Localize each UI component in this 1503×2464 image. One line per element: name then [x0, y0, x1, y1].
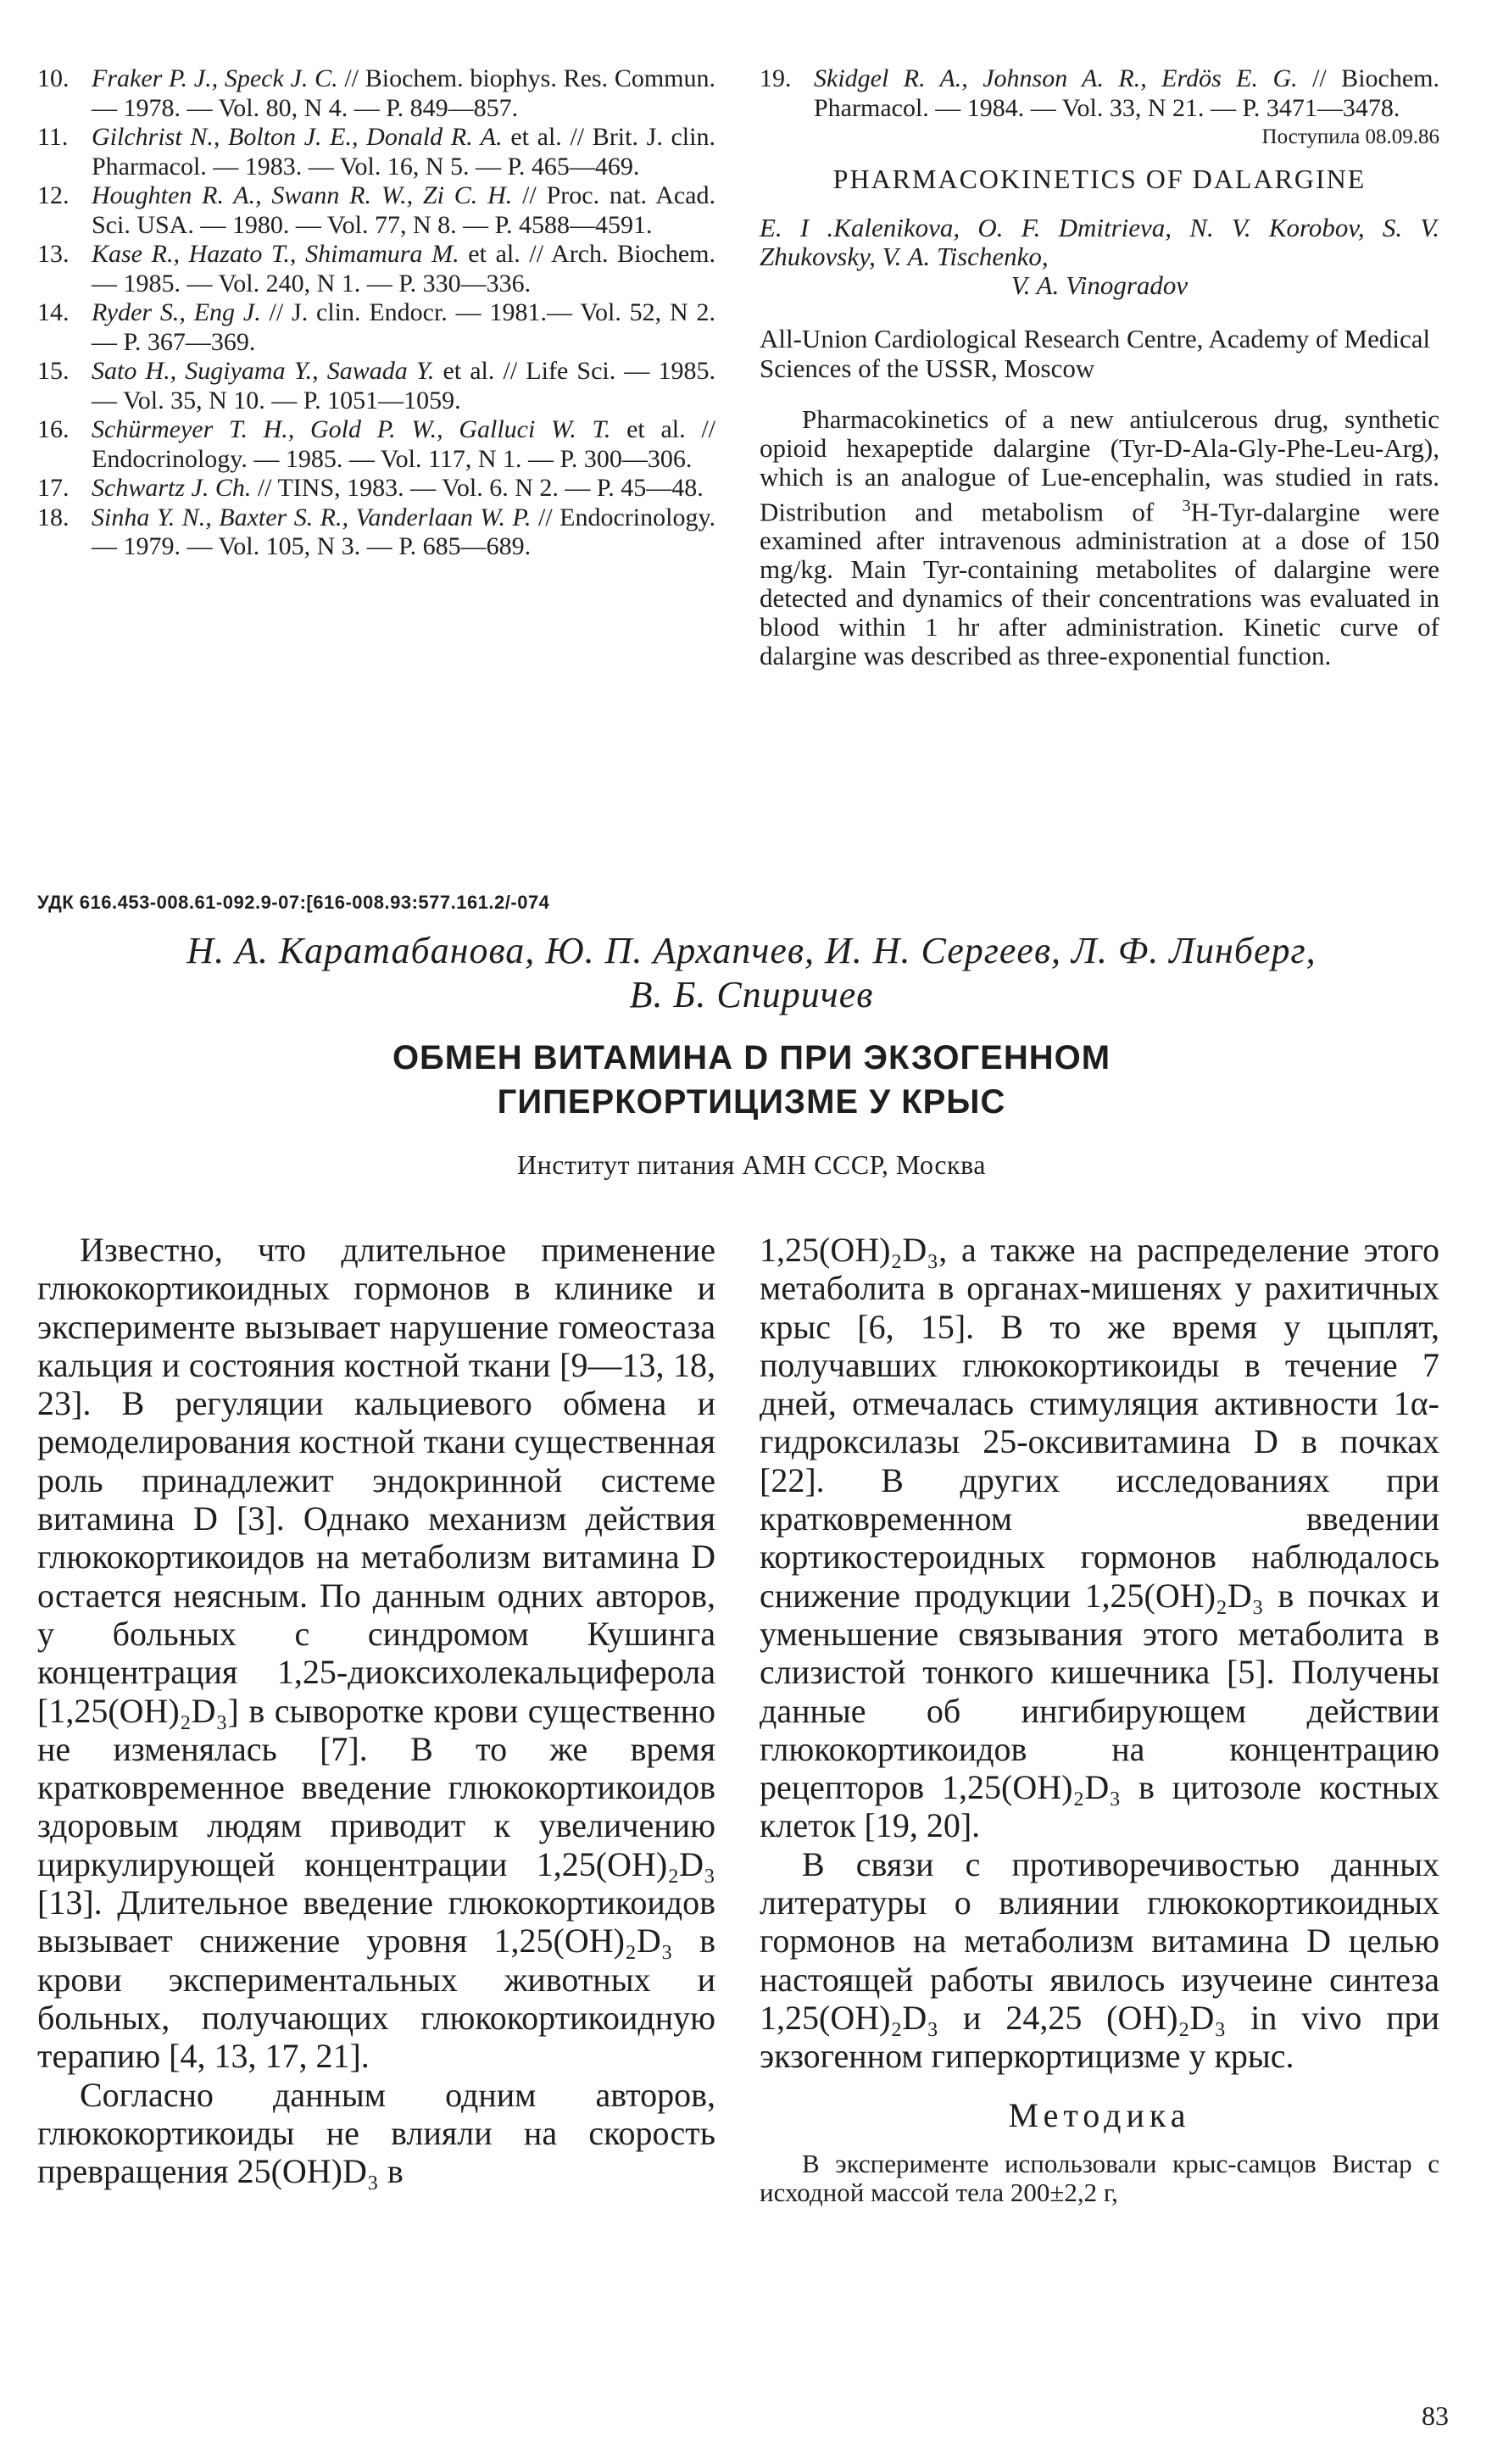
reference-item: 16. Schürmeyer T. H., Gold P. W., Galluci W. T. et al. // Endocrinology. — 1985. — Vol. 117, N 1. — P. 300—306. — [37, 415, 715, 473]
article-title: ОБМЕН ВИТАМИНА D ПРИ ЭКЗОГЕННОМ ГИПЕРКОРТИЦИЗМЕ У КРЫС — [392, 1039, 1111, 1121]
references-left — [37, 64, 715, 562]
methods-paragraph: В эксперименте использовали крыс-самцов Вистар с исходной массой тела 200±2,2 г, — [760, 2148, 1439, 2207]
body-right-column — [760, 1231, 1439, 2207]
references-right — [760, 64, 1439, 670]
paragraph: Известно, что длительное применение глюкокортикоидных гормонов в клинике и эксперименте вызывает нарушение гомеостаза кальция и состояния костной ткани [9—13, 18, 23]. В регуляции кальциевого обмена и ремоделирования костной ткани существенная роль принадлежит эндокринной системе витамина D [3]. Однако механизм действия глюкокортикоидов на метаболизм витамина D остается неясным. По данным одних авторов, у больных с синдромом Кушинга концентрация 1,25-диоксихолекальциферола [1,25(OH)₂D₃] в сыворотке крови существенно не изменялась [7]. В то же время кратковременное введение глюкокортикоидов здоровым людям приводит к увеличению циркулирующей концентрации 1,25(OH)₂D₃ [13]. Длительное введение глюкокортикоидов вызывает снижение уровня 1,25(OH)₂D₃ в крови экспериментальных животных и больных, получающих глюкокортикоидную терапию [4, 13, 17, 21]. — [37, 1231, 715, 2076]
russian-affiliation: Институт питания АМН СССР, Москва — [517, 1149, 986, 1180]
reference-item: 18. Sinha Y. N., Baxter S. R., Vanderlaan W. P. // Endocrinology. — 1979. — Vol. 105, N 3. — P. 685—689. — [37, 503, 715, 560]
reference-item: 11. Gilchrist N., Bolton J. E., Donald R. A. et al. // Brit. J. clin. Pharmacol. — 1983. — Vol. 16, N 5. — P. 465—469. — [37, 123, 715, 181]
paragraph: В связи с противоречивостью данных литературы о влиянии глюкокортикоидных гормонов на метаболизм витамина D целью настоящей работы явилось изучеине синтеза 1,25(OH)₂D₃ и 24,25 (OH)₂D₃ in vivo при экзогенном гиперкортицизме у крыс. — [760, 1844, 1439, 2076]
section-heading: Методика — [1008, 2095, 1191, 2134]
paragraph: 1,25(OH)₂D₃, а также на распределение этого метаболита в органах-мишенях у рахитичных крыс [6, 15]. В то же время у цыплят, получавших глюкокортикоиды в течение 7 дней, отмечалась стимуляция активности 1α-гидроксилазы 25-оксивитамина D в почках [22]. В других исследованиях при кратковременном введении кортикостероидных гормонов наблюдалось снижение продукции 1,25(OH)₂D₃ в почках и уменьшение связывания этого метаболита в слизистой тонкого кишечника [5]. Получены данные об ингибирующем действии глюкокортикоидов на концентрацию рецепторов 1,25(OH)₂D₃ в цитозоле костных клеток [19, 20]. — [760, 1231, 1439, 1845]
reference-item: 10. Fraker P. J., Speck J. C. // Biochem. biophys. Res. Commun. — 1978. — Vol. 80, N 4. — P. 849—857. — [37, 64, 715, 122]
reference-item: 14. Ryder S., Eng J. // J. clin. Endocr. — 1981.— Vol. 52, N 2. — P. 367—369. — [37, 298, 715, 356]
english-affiliation: All-Union Cardiological Research Centre, Academy of Medical Sciences of the USSR, Moscow — [760, 324, 1431, 383]
reference-item: 19. Skidgel R. A., Johnson A. R., Erdös E. G. // Biochem. Pharmacol. — 1984. — Vol. 33, N 21. — P. 3471—3478. — [760, 64, 1439, 122]
reference-item: 15. Sato H., Sugiyama Y., Sawada Y. et al. // Life Sci. — 1985. — Vol. 35, N 10. — P. 1051—1059. — [37, 357, 715, 414]
english-authors: E. I .Kalenikova, O. F. Dmitrieva, N. V. Korobov, S. V. Zhukovsky, V. A. Tischenko, V. A. Vinogradov — [760, 213, 1439, 300]
reference-item: 17. Schwartz J. Ch. // TINS, 1983. — Vol. 6. N 2. — P. 45—48. — [37, 474, 704, 502]
english-title: PHARMACOKINETICS OF DALARGINE — [832, 163, 1367, 194]
udk-code: УДК 616.453-008.61-092.9-07:[616-008.93:577.161.2/-074 — [37, 892, 550, 913]
english-abstract: Pharmacokinetics of a new antiulcerous drug, synthetic opioid hexapeptide dalargine (Tyr-D-Ala-Gly-Phe-Leu-Arg), which is an analogue of Lue-encephalin, was studied in rats. Distribution and metabolism of $^3$H-Tyr-dalargine were examined after intravenous administration at a dose of 150 mg/kg. Main Tyr-containing metabolites of dalargine were detected and dynamics of their concentrations was evaluated in blood within 1 hr after administration. Kinetic curve of dalargine was described as three-exponential function. — [760, 404, 1439, 671]
paragraph: Согласно данным одним авторов, глюкокортикоиды не влияли на скорость превращения 25(OH)D₃ в — [37, 2075, 715, 2191]
received-date: Поступила 08.09.86 — [1261, 125, 1439, 148]
page-number: 83 — [1422, 2400, 1449, 2431]
reference-item: 12. Houghten R. A., Swann R. W., Zi C. H. // Proc. nat. Acad. Sci. USA. — 1980. — Vol. 77, N 8. — P. 4588—4591. — [37, 181, 715, 239]
reference-item: 13. Kase R., Hazato T., Shimamura M. et al. // Arch. Biochem. — 1985. — Vol. 240, N 1. — P. 330—336. — [37, 240, 715, 298]
body-left-column — [37, 1231, 715, 2190]
russian-authors: Н. А. Каратабанова, Ю. П. Архапчев, И. Н. Сергеев, Л. Ф. Линберг, В. Б. Спиричев — [186, 930, 1317, 1015]
